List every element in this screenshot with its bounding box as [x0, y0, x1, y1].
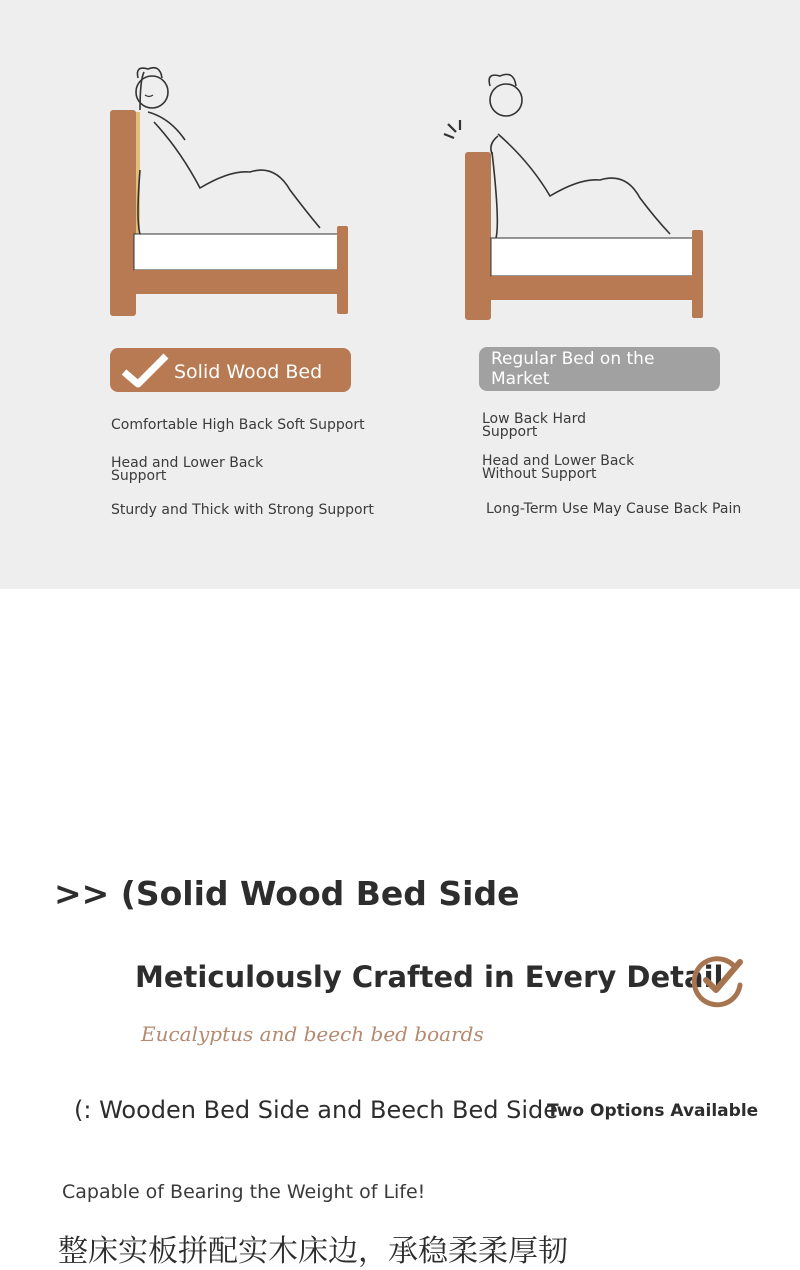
capable-caption: Capable of Bearing the Weight of Life! — [62, 1181, 426, 1203]
section-heading: >> (Solid Wood Bed Side — [54, 874, 520, 913]
crafted-heading: Meticulously Crafted in Every Detail — [135, 960, 724, 994]
check-circle-icon — [688, 952, 746, 1010]
solid-wood-bed-badge — [110, 348, 351, 392]
regular-bed-badge — [479, 347, 720, 391]
checkmark-icon — [120, 352, 170, 388]
regular-bed-badge-label: Regular Bed on the Market — [491, 349, 655, 389]
solid-feature-2: Head and Lower Back Support — [111, 455, 264, 484]
regular-feature-2: Head and Lower Back Without Support — [482, 453, 635, 482]
bed-comparison-panel — [0, 0, 800, 589]
solid-feature-1: Comfortable High Back Soft Support — [111, 417, 365, 433]
solid-feature-3: Sturdy and Thick with Strong Support — [111, 502, 374, 518]
solid-wood-bed-badge-label: Solid Wood Bed — [174, 361, 323, 383]
regular-bed-illustration — [440, 62, 710, 332]
script-caption: Eucalyptus and beech bed boards — [141, 1022, 484, 1046]
regular-feature-3: Long-Term Use May Cause Back Pain — [486, 501, 742, 517]
solid-wood-bed-illustration — [100, 60, 360, 330]
regular-feature-1: Low Back Hard Support — [482, 411, 586, 440]
two-options-label: Two Options Available — [547, 1101, 759, 1121]
bed-side-options: (: Wooden Bed Side and Beech Bed Side — [74, 1096, 559, 1124]
cut-off-text: 整床实板拼配实木床边，承稳柔柔厚韧 — [58, 1234, 568, 1269]
